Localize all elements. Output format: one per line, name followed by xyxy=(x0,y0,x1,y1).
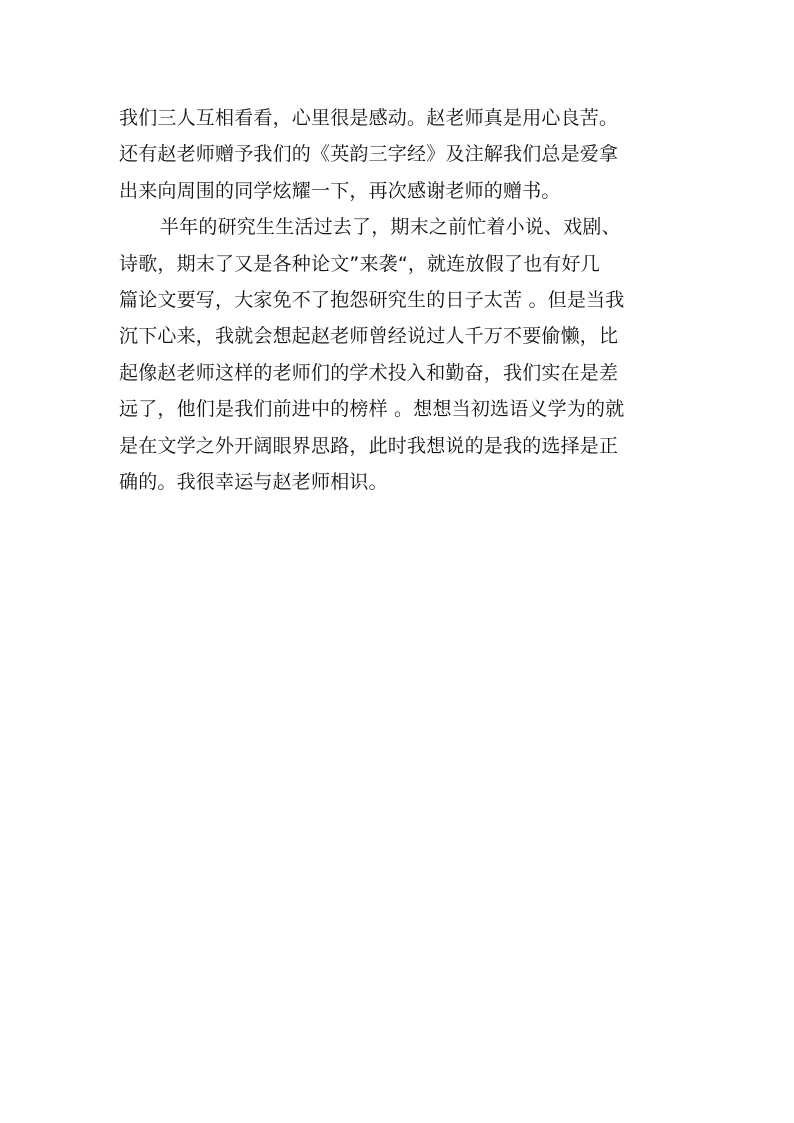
text-line: 还有赵老师赠予我们的《英韵三字经》及注解我们总是爱拿 xyxy=(119,143,619,166)
text-line: 是在文学之外开阔眼界思路，此时我想说的是我的选择是正 xyxy=(119,434,619,457)
text-line: 沉下心来，我就会想起赵老师曾经说过人千万不要偷懒，比 xyxy=(119,325,619,348)
text-line: 起像赵老师这样的老师们的学术投入和勤奋，我们实在是差 xyxy=(119,361,619,384)
paragraph-start-line: 半年的研究生生活过去了，期末之前忙着小说、戏剧、 xyxy=(160,216,621,239)
body-text xyxy=(119,100,699,500)
text-line: 我们三人互相看看，心里很是感动。赵老师真是用心良苦。 xyxy=(119,107,619,129)
text-line: 确的。我很幸运与赵老师相识。 xyxy=(119,470,388,493)
text-line: 出来向周围的同学炫耀一下，再次感谢老师的赠书。 xyxy=(119,179,561,202)
text-line: 远了，他们是我们前进中的榜样 。想想当初选语义学为的就 xyxy=(119,398,625,421)
text-line: 篇论文要写，大家免不了抱怨研究生的日子太苦 。但是当我 xyxy=(119,288,625,311)
text-line: 诗歌，期末了又是各种论文”来袭“，就连放假了也有好几 xyxy=(119,252,600,275)
